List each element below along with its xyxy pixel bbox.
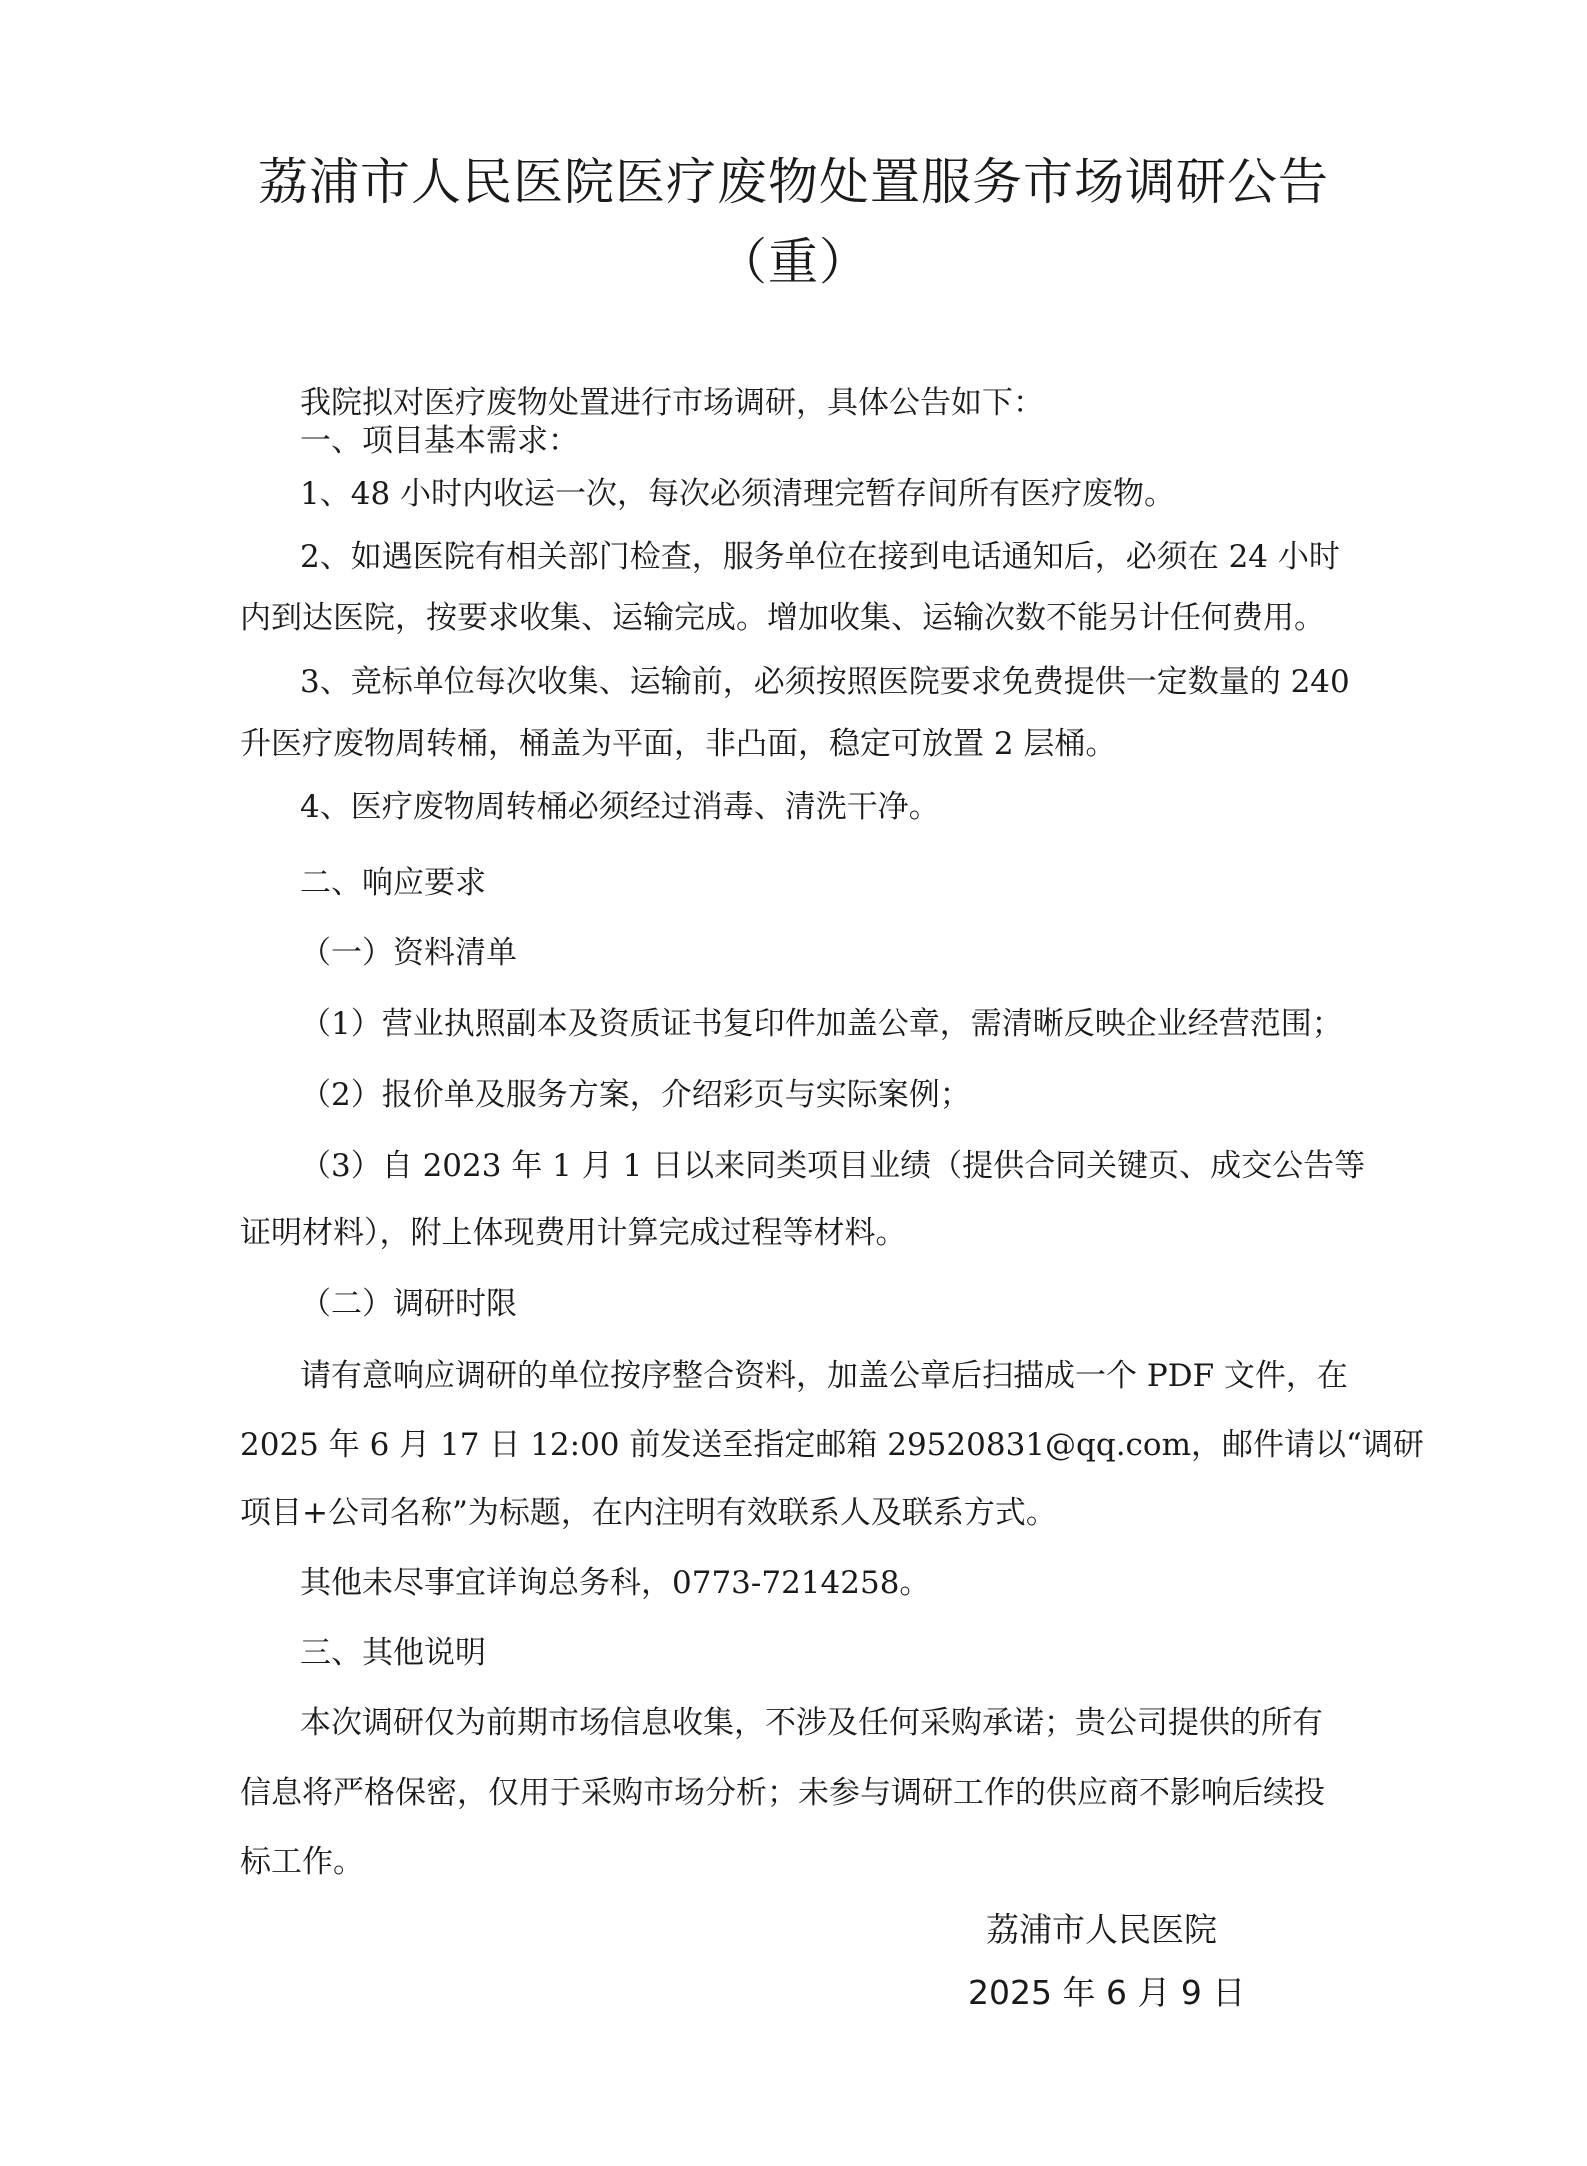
intro-text: 我院拟对医疗废物处置进行市场调研，具体公告如下： <box>300 385 1044 421</box>
requirement-item-4: 4、医疗废物周转桶必须经过消毒、清洗干净。 <box>300 789 940 825</box>
requirement-item-3-line1: 3、竞标单位每次收集、运输前，必须按照医院要求免费提供一定数量的 240 <box>300 664 1350 700</box>
contact-text: 其他未尽事宜详询总务科，0773-7214258。 <box>300 1565 931 1601</box>
material-item-3-line2: 证明材料），附上体现费用计算完成过程等材料。 <box>240 1215 907 1251</box>
deadline-subheading: （二）调研时限 <box>300 1286 517 1322</box>
deadline-text-line1: 请有意响应调研的单位按序整合资料，加盖公章后扫描成一个 PDF 文件，在 <box>300 1358 1348 1394</box>
requirement-item-3-line2: 升医疗废物周转桶，桶盖为平面，非凸面，稳定可放置 2 层桶。 <box>240 726 1117 762</box>
note-text-line3: 标工作。 <box>240 1844 364 1880</box>
section1-heading: 一、项目基本需求： <box>300 423 579 459</box>
page-title: 荔浦市人民医院医疗废物处置服务市场调研公告 <box>258 153 1329 211</box>
signature-organization: 荔浦市人民医院 <box>986 1910 1217 1949</box>
signature-date: 2025 年 6 月 9 日 <box>968 1973 1246 2012</box>
section2-heading: 二、响应要求 <box>300 865 486 901</box>
note-text-line2: 信息将严格保密，仅用于采购市场分析；未参与调研工作的供应商不影响后续投 <box>240 1775 1325 1811</box>
material-item-2: （2）报价单及服务方案，介绍彩页与实际案例； <box>300 1077 971 1113</box>
requirement-item-2-line1: 2、如遇医院有相关部门检查，服务单位在接到电话通知后，必须在 24 小时 <box>300 539 1340 575</box>
note-text-line1: 本次调研仅为前期市场信息收集，不涉及任何采购承诺；贵公司提供的所有 <box>300 1705 1323 1741</box>
deadline-text-line3: 项目+公司名称”为标题，在内注明有效联系人及联系方式。 <box>240 1495 1057 1531</box>
section3-heading: 三、其他说明 <box>300 1635 486 1671</box>
requirement-item-2-line2: 内到达医院，按要求收集、运输完成。增加收集、运输次数不能另计任何费用。 <box>240 600 1325 636</box>
materials-subheading: （一）资料清单 <box>300 935 517 971</box>
page-title-suffix: （重） <box>717 233 870 291</box>
requirement-item-1: 1、48 小时内收运一次，每次必须清理完暂存间所有医疗废物。 <box>300 476 1176 512</box>
material-item-1: （1）营业执照副本及资质证书复印件加盖公章，需清晰反映企业经营范围； <box>300 1006 1343 1042</box>
material-item-3-line1: （3）自 2023 年 1 月 1 日以来同类项目业绩（提供合同关键页、成交公告等 <box>300 1148 1366 1184</box>
deadline-text-line2: 2025 年 6 月 17 日 12:00 前发送至指定邮箱 29520831@qq.com，邮件请以“调研 <box>240 1427 1424 1463</box>
